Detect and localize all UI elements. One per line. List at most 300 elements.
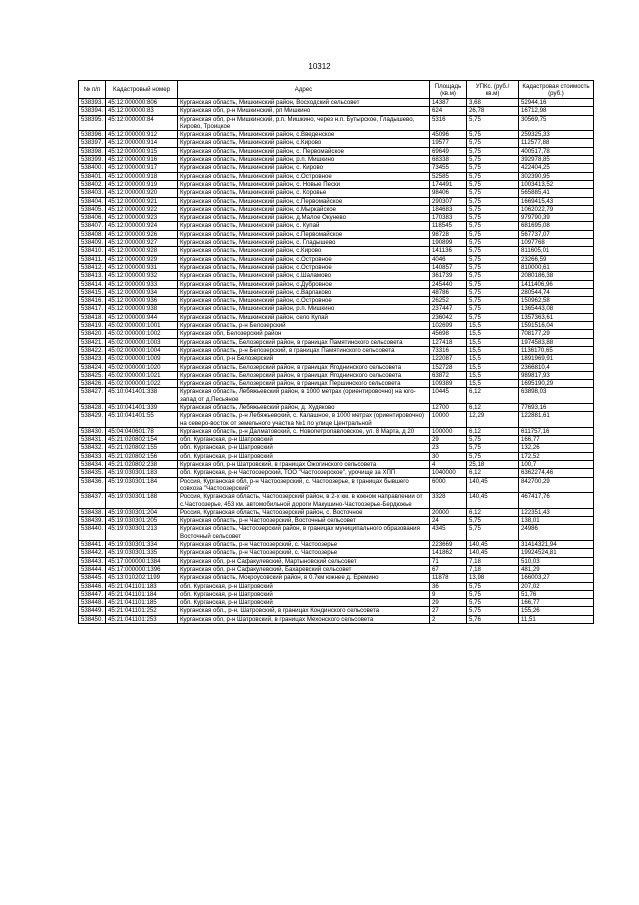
row-number-cell: 538425. xyxy=(79,371,106,379)
table-body xyxy=(79,99,594,624)
cadastral-number-cell: 45:10:041401:339 xyxy=(106,403,178,411)
row-number-cell: 538447. xyxy=(79,590,106,598)
row-number-cell: 538432. xyxy=(79,444,106,452)
area-cell: 100000 xyxy=(430,427,467,435)
cadastral-number-cell: 45:21:041101:185 xyxy=(106,599,178,607)
address-cell: Курганская область, Мишкинский район, с.Первомайское xyxy=(178,230,430,238)
cadastral-number-cell: 45:12:000000:921 xyxy=(106,197,178,205)
cadastral-cost-cell: 6362274,46 xyxy=(519,469,594,477)
upks-cell: 5,75 xyxy=(467,444,519,452)
upks-cell: 5,75 xyxy=(467,288,519,296)
table-row xyxy=(79,380,594,388)
upks-cell: 5,75 xyxy=(467,147,519,155)
cadastral-number-cell: 45:19:030301:213 xyxy=(106,525,178,541)
cadastral-number-cell: 45:04:040601:78 xyxy=(106,427,178,435)
row-number-cell: 538415. xyxy=(79,288,106,296)
cadastral-number-cell: 45:12:000000:944 xyxy=(106,313,178,321)
cadastral-number-cell: 45:17:000000:1384 xyxy=(106,557,178,565)
cadastral-number-cell: 45:12:000000:934 xyxy=(106,288,178,296)
cadastral-number-cell: 45:19:030301:335 xyxy=(106,549,178,557)
address-cell: Курганская область, Лебяжьевский район, в 1000 метрах (ориентировочно) на юго-запад от д.Песьяное xyxy=(178,388,430,404)
cadastral-number-cell: 45:12:000000:927 xyxy=(106,239,178,247)
address-cell: Курганская область, Лебяжьевский район, д. Худяково xyxy=(178,403,430,411)
cadastral-number-cell: 45:19:030301:184 xyxy=(106,477,178,493)
cadastral-cost-cell: 2366810,4 xyxy=(519,363,594,371)
cadastral-number-cell: 45:12:000000:926 xyxy=(106,230,178,238)
address-cell: Курганская область, р-н Частоозерский, с. Частоозерье xyxy=(178,549,430,557)
page-number: 10312 xyxy=(308,62,331,71)
cadastral-number-cell: 45:12:000000:84 xyxy=(106,115,178,131)
area-cell: 73316 xyxy=(430,346,467,354)
cadastral-cost-cell: 510,03 xyxy=(519,557,594,565)
table-row xyxy=(79,147,594,155)
cadastral-number-cell: 45:12:000000:916 xyxy=(106,156,178,164)
row-number-cell: 538395. xyxy=(79,115,106,131)
cadastral-number-cell: 45:21:041101:252 xyxy=(106,607,178,615)
address-cell: Курганская обл, р-н Шатровский, в границах Ожогинского сельсовета xyxy=(178,461,430,469)
table-row xyxy=(79,565,594,573)
cadastral-cost-cell: 979790,39 xyxy=(519,214,594,222)
area-cell: 170383 xyxy=(430,214,467,222)
row-number-cell: 538423. xyxy=(79,355,106,363)
area-cell: 290307 xyxy=(430,197,467,205)
upks-cell: 6,12 xyxy=(467,508,519,516)
upks-cell: 5,75 xyxy=(467,436,519,444)
upks-cell: 140,45 xyxy=(467,541,519,549)
upks-cell: 5,75 xyxy=(467,280,519,288)
table-row xyxy=(79,172,594,180)
area-cell: 29 xyxy=(430,599,467,607)
table-row xyxy=(79,288,594,296)
upks-cell: 5,75 xyxy=(467,222,519,230)
cadastral-cost-cell: 989817,93 xyxy=(519,371,594,379)
table-row xyxy=(79,388,594,404)
area-cell: 30 xyxy=(430,452,467,460)
row-number-cell: 538401. xyxy=(79,172,106,180)
address-cell: обл. Курганская, р-н Частоозерский, ТОО "Частоозерское", урочище за ХПП xyxy=(178,469,430,477)
table-row xyxy=(79,525,594,541)
address-cell: Курганская область, Белозерский район, в границах Першинского сельсовета xyxy=(178,380,430,388)
upks-cell: 7,18 xyxy=(467,557,519,565)
cadastral-number-cell: 45:02:000000:1001 xyxy=(106,322,178,330)
upks-cell: 15,5 xyxy=(467,380,519,388)
cadastral-cost-cell: 467417,76 xyxy=(519,493,594,509)
cadastral-cost-cell: 122881,61 xyxy=(519,412,594,428)
cadastral-number-cell: 45:12:000000:919 xyxy=(106,180,178,188)
cadastral-cost-cell: 1062022,79 xyxy=(519,205,594,213)
address-cell: Курганская область, Мишкинский район, с. Кирово xyxy=(178,164,430,172)
cadastral-cost-cell: 1669415,43 xyxy=(519,197,594,205)
cadastral-cost-cell: 1974583,88 xyxy=(519,338,594,346)
row-number-cell: 538420. xyxy=(79,330,106,338)
cadastral-number-cell: 45:19:030301:334 xyxy=(106,541,178,549)
table-row xyxy=(79,164,594,172)
area-cell: 10445 xyxy=(430,388,467,404)
address-cell: Курганская область, Мишкинский район, с.Островное xyxy=(178,297,430,305)
cadastral-cost-cell: 1365443,08 xyxy=(519,305,594,313)
table-row xyxy=(79,131,594,139)
cadastral-number-cell: 45:21:020802:156 xyxy=(106,452,178,460)
cadastral-number-cell: 45:12:000000:806 xyxy=(106,99,178,107)
row-number-cell: 538406. xyxy=(79,214,106,222)
table-row xyxy=(79,214,594,222)
cadastral-cost-cell: 392978,85 xyxy=(519,156,594,164)
address-cell: Курганская область, Мишкинский район, с.Шаламово xyxy=(178,272,430,280)
row-number-cell: 538435. xyxy=(79,469,106,477)
upks-cell: 12,29 xyxy=(467,412,519,428)
row-number-cell: 538421. xyxy=(79,338,106,346)
header-cadastral-cost: Кадастровая стоимость (руб.) xyxy=(519,81,594,99)
area-cell: 174491 xyxy=(430,180,467,188)
cadastral-cost-cell: 567737,07 xyxy=(519,230,594,238)
cadastral-number-cell: 45:02:000000:1022 xyxy=(106,380,178,388)
row-number-cell: 538444. xyxy=(79,565,106,573)
area-cell: 23 xyxy=(430,444,467,452)
address-cell: Курганская обл, р-н Сафакулевский, Мартыновский сельсовет xyxy=(178,557,430,565)
address-cell: Курганская обл, р-н Мишкинский, рп Мишкино xyxy=(178,107,430,115)
row-number-cell: 538417. xyxy=(79,305,106,313)
upks-cell: 5,75 xyxy=(467,517,519,525)
row-number-cell: 538413. xyxy=(79,272,106,280)
upks-cell: 5,75 xyxy=(467,115,519,131)
cadastral-cost-cell: 481,29 xyxy=(519,565,594,573)
upks-cell: 5,75 xyxy=(467,230,519,238)
area-cell: 223669 xyxy=(430,541,467,549)
header-area: Площадь (кв.м) xyxy=(430,81,467,99)
area-cell: 152728 xyxy=(430,363,467,371)
cadastral-cost-cell: 155,26 xyxy=(519,607,594,615)
upks-cell: 6,12 xyxy=(467,469,519,477)
row-number-cell: 538419. xyxy=(79,322,106,330)
table-row xyxy=(79,230,594,238)
cadastral-number-cell: 45:21:020802:155 xyxy=(106,444,178,452)
cadastral-cost-cell: 31414321,94 xyxy=(519,541,594,549)
row-number-cell: 538429. xyxy=(79,412,106,428)
row-number-cell: 538398. xyxy=(79,147,106,155)
cadastral-number-cell: 45:02:000000:1003 xyxy=(106,338,178,346)
cadastral-number-cell: 45:13:010202:1199 xyxy=(106,574,178,582)
cadastral-number-cell: 45:12:000000:918 xyxy=(106,172,178,180)
row-number-cell: 538394. xyxy=(79,107,106,115)
row-number-cell: 538450. xyxy=(79,615,106,623)
address-cell: Курганская область, Мишкинский район, с.Островное xyxy=(178,172,430,180)
cadastral-cost-cell: 23266,59 xyxy=(519,255,594,263)
table-row xyxy=(79,197,594,205)
row-number-cell: 538442. xyxy=(79,549,106,557)
row-number-cell: 538438. xyxy=(79,508,106,516)
upks-cell: 3,68 xyxy=(467,99,519,107)
upks-cell: 5,75 xyxy=(467,607,519,615)
upks-cell: 5,75 xyxy=(467,239,519,247)
table-row xyxy=(79,557,594,565)
area-cell: 24 xyxy=(430,517,467,525)
address-cell: Курганская область, Мишкинский район, с.Мыркайское xyxy=(178,205,430,213)
cadastral-number-cell: 45:12:000000:924 xyxy=(106,222,178,230)
area-cell: 127418 xyxy=(430,338,467,346)
area-cell: 190899 xyxy=(430,239,467,247)
area-cell: 27 xyxy=(430,607,467,615)
cadastral-number-cell: 45:12:000000:936 xyxy=(106,297,178,305)
header-address: Адрес xyxy=(178,81,430,99)
area-cell: 118545 xyxy=(430,222,467,230)
address-cell: Курганская область, Частоозерский район, в границах муниципального образования Восточный сельсовет xyxy=(178,525,430,541)
upks-cell: 15,5 xyxy=(467,355,519,363)
table-row xyxy=(79,313,594,321)
row-number-cell: 538445. xyxy=(79,574,106,582)
area-cell: 52585 xyxy=(430,172,467,180)
address-cell: Курганская область, Мишкинский район, с. Коровье xyxy=(178,189,430,197)
row-number-cell: 538407. xyxy=(79,222,106,230)
address-cell: обл. Курганская, р-н Шатровский xyxy=(178,452,430,460)
area-cell: 4046 xyxy=(430,255,467,263)
address-cell: Курганская область, р-н Лебяжьевский, с. Калашное, в 1000 метрах (ориентировочно) на северо-восток от земельного участка №1 по улице Центральной xyxy=(178,412,430,428)
table-row xyxy=(79,247,594,255)
cadastral-number-cell: 45:19:030301:205 xyxy=(106,517,178,525)
cadastral-cost-cell: 1136170,65 xyxy=(519,346,594,354)
row-number-cell: 538397. xyxy=(79,139,106,147)
address-cell: обл. Курганская, р-н Шатровский xyxy=(178,599,430,607)
cadastral-cost-cell: 166003,27 xyxy=(519,574,594,582)
header-num: № п/п xyxy=(79,81,106,99)
table-row xyxy=(79,297,594,305)
cadastral-number-cell: 45:12:000000:917 xyxy=(106,164,178,172)
area-cell: 361739 xyxy=(430,272,467,280)
cadastral-cost-cell: 1891969,91 xyxy=(519,355,594,363)
address-cell: Курганская область, Мишкинский район, с.Дубровное xyxy=(178,280,430,288)
row-number-cell: 538436. xyxy=(79,477,106,493)
table-row xyxy=(79,574,594,582)
area-cell: 29 xyxy=(430,436,467,444)
header-upks: УПКс. (руб./кв.м) xyxy=(467,81,519,99)
area-cell: 36 xyxy=(430,582,467,590)
address-cell: Курганская область, Мишкинский район, д.Малое Окунево xyxy=(178,214,430,222)
upks-cell: 140,45 xyxy=(467,493,519,509)
cadastral-cost-cell: 681695,08 xyxy=(519,222,594,230)
cadastral-cost-cell: 30569,75 xyxy=(519,115,594,131)
upks-cell: 5,75 xyxy=(467,452,519,460)
row-number-cell: 538440. xyxy=(79,525,106,541)
address-cell: Курганская область, Мишкинский район, с.Островное xyxy=(178,255,430,263)
row-number-cell: 538427. xyxy=(79,388,106,404)
area-cell: 141136 xyxy=(430,247,467,255)
row-number-cell: 538434. xyxy=(79,461,106,469)
table-row xyxy=(79,363,594,371)
address-cell: Курганская область, Мишкинский район, р.п. Мишкино xyxy=(178,305,430,313)
cadastral-cost-cell: 1003413,52 xyxy=(519,180,594,188)
area-cell: 236042 xyxy=(430,313,467,321)
cadastral-cost-cell: 422404,25 xyxy=(519,164,594,172)
row-number-cell: 538414. xyxy=(79,280,106,288)
cadastral-number-cell: 45:17:000000:1396 xyxy=(106,565,178,573)
cadastral-number-cell: 45:12:000000:912 xyxy=(106,131,178,139)
table-row xyxy=(79,139,594,147)
area-cell: 184683 xyxy=(430,205,467,213)
area-cell: 20000 xyxy=(430,508,467,516)
area-cell: 102699 xyxy=(430,322,467,330)
upks-cell: 5,75 xyxy=(467,247,519,255)
upks-cell: 5,75 xyxy=(467,180,519,188)
table-row xyxy=(79,517,594,525)
upks-cell: 6,12 xyxy=(467,427,519,435)
table-row xyxy=(79,99,594,107)
cadastral-number-cell: 45:21:041101:184 xyxy=(106,590,178,598)
row-number-cell: 538424. xyxy=(79,363,106,371)
area-cell: 6000 xyxy=(430,477,467,493)
table-row xyxy=(79,371,594,379)
upks-cell: 5,75 xyxy=(467,297,519,305)
upks-cell: 5,75 xyxy=(467,139,519,147)
cadastral-cost-cell: 810000,61 xyxy=(519,263,594,271)
cadastral-number-cell: 45:02:000000:1002 xyxy=(106,330,178,338)
upks-cell: 13,98 xyxy=(467,574,519,582)
row-number-cell: 538404. xyxy=(79,197,106,205)
address-cell: Курганская область, р-н Частоозерский, с. Частоозерье xyxy=(178,541,430,549)
cadastral-cost-cell: 565885,41 xyxy=(519,189,594,197)
cadastral-number-cell: 45:02:000000:1004 xyxy=(106,346,178,354)
upks-cell: 5,75 xyxy=(467,590,519,598)
table-row xyxy=(79,427,594,435)
area-cell: 26252 xyxy=(430,297,467,305)
row-number-cell: 538400. xyxy=(79,164,106,172)
table-row xyxy=(79,189,594,197)
area-cell: 237447 xyxy=(430,305,467,313)
upks-cell: 6,12 xyxy=(467,388,519,404)
cadastral-number-cell: 45:02:000000:1009 xyxy=(106,355,178,363)
address-cell: Курганская область, Мишкинский район, с.Варлаково xyxy=(178,288,430,296)
cadastral-number-cell: 45:02:000000:1020 xyxy=(106,363,178,371)
cadastral-cost-cell: 400517,78 xyxy=(519,147,594,155)
upks-cell: 5,75 xyxy=(467,131,519,139)
upks-cell: 25,18 xyxy=(467,461,519,469)
header-cadastral-number: Кадастровый номер xyxy=(106,81,178,99)
address-cell: Россия, Курганская обл, р-н Частоозерский, с. Частоозерье, в границах бывшего совхоза "Частоозерский" xyxy=(178,477,430,493)
cadastral-number-cell: 45:21:041101:183 xyxy=(106,582,178,590)
row-number-cell: 538426. xyxy=(79,380,106,388)
upks-cell: 5,76 xyxy=(467,615,519,623)
table-row xyxy=(79,180,594,188)
table-row xyxy=(79,338,594,346)
upks-cell: 5,75 xyxy=(467,214,519,222)
cadastral-cost-cell: 259325,33 xyxy=(519,131,594,139)
cadastral-cost-cell: 1591516,04 xyxy=(519,322,594,330)
cadastral-number-cell: 45:19:030301:183 xyxy=(106,469,178,477)
area-cell: 69649 xyxy=(430,147,467,155)
cadastral-number-cell: 45:12:000000:83 xyxy=(106,107,178,115)
cadastral-cost-cell: 811605,01 xyxy=(519,247,594,255)
row-number-cell: 538405. xyxy=(79,205,106,213)
row-number-cell: 538437. xyxy=(79,493,106,509)
area-cell: 98728 xyxy=(430,230,467,238)
area-cell: 122087 xyxy=(430,355,467,363)
address-cell: Курганская область, р-н Белозерский, в границах Памятинского сельсовета xyxy=(178,346,430,354)
address-cell: обл. Курганская, р-н Шатровский xyxy=(178,436,430,444)
table-row xyxy=(79,322,594,330)
area-cell: 140857 xyxy=(430,263,467,271)
row-number-cell: 538403. xyxy=(79,189,106,197)
cadastral-number-cell: 45:12:000000:914 xyxy=(106,139,178,147)
address-cell: Курганская обл, р-н Мишкинский, р.п. Мишкино, через н.п. Бутырское, Гладышево, Кирово, Троицкое xyxy=(178,115,430,131)
cadastral-cost-cell: 1097768 xyxy=(519,239,594,247)
cadastral-cost-cell: 77693,16 xyxy=(519,403,594,411)
cadastral-cost-cell: 1695190,29 xyxy=(519,380,594,388)
address-cell: Курганская область, р-н Частоозерский, Восточный сельсовет xyxy=(178,517,430,525)
address-cell: Курганская область, Мишкинский район, р.п. Мишкино xyxy=(178,156,430,164)
address-cell: обл. Курганская, р-н Шатровский xyxy=(178,590,430,598)
cadastral-number-cell: 45:10:041401:55 xyxy=(106,412,178,428)
upks-cell: 5,75 xyxy=(467,263,519,271)
cadastral-cost-cell: 100,7 xyxy=(519,461,594,469)
cadastral-number-cell: 45:19:030301:188 xyxy=(106,493,178,509)
cadastral-cost-cell: 280544,74 xyxy=(519,288,594,296)
area-cell: 3328 xyxy=(430,493,467,509)
upks-cell: 5,75 xyxy=(467,255,519,263)
area-cell: 12700 xyxy=(430,403,467,411)
row-number-cell: 538402. xyxy=(79,180,106,188)
row-number-cell: 538441. xyxy=(79,541,106,549)
row-number-cell: 538430. xyxy=(79,427,106,435)
cadastral-number-cell: 45:12:000000:923 xyxy=(106,214,178,222)
area-cell: 109389 xyxy=(430,380,467,388)
address-cell: Курганская область, Белозерский район, в границах Ягоднинского сельсовета xyxy=(178,363,430,371)
table-row xyxy=(79,239,594,247)
address-cell: Курганская обл, р-н Шатровский, в границах Мехонского сельсовета xyxy=(178,615,430,623)
table-row xyxy=(79,477,594,493)
upks-cell: 15,5 xyxy=(467,371,519,379)
area-cell: 19577 xyxy=(430,139,467,147)
table-row xyxy=(79,444,594,452)
upks-cell: 5,75 xyxy=(467,197,519,205)
area-cell: 4345 xyxy=(430,525,467,541)
table-row xyxy=(79,461,594,469)
address-cell: Курганская область, Мишкинский район, с. Новые Пески xyxy=(178,180,430,188)
table-row xyxy=(79,615,594,623)
row-number-cell: 538446. xyxy=(79,582,106,590)
cadastral-cost-cell: 2080186,38 xyxy=(519,272,594,280)
cadastral-number-cell: 45:12:000000:929 xyxy=(106,255,178,263)
cadastral-number-cell: 45:12:000000:922 xyxy=(106,205,178,213)
upks-cell: 15,5 xyxy=(467,322,519,330)
address-cell: Курганская область, р-н Далматовский, с. Новопетропавловское, ул. 8 Марта, д 20 xyxy=(178,427,430,435)
table-row xyxy=(79,607,594,615)
cadastral-cost-cell: 24986 xyxy=(519,525,594,541)
cadastral-cost-cell: 611757,16 xyxy=(519,427,594,435)
upks-cell: 5,75 xyxy=(467,313,519,321)
address-cell: Курганская область, Мишкинский район, с.Кирово xyxy=(178,247,430,255)
cadastral-cost-cell: 51,76 xyxy=(519,590,594,598)
cadastral-number-cell: 45:12:000000:915 xyxy=(106,147,178,155)
cadastral-number-cell: 45:10:041401:338 xyxy=(106,388,178,404)
cadastral-number-cell: 45:12:000000:931 xyxy=(106,263,178,271)
table-row xyxy=(79,115,594,131)
table-row xyxy=(79,305,594,313)
table-row xyxy=(79,590,594,598)
address-cell: Курганская область, Мишкинский район, Восходский сельсовет xyxy=(178,99,430,107)
address-cell: Курганская область, Мишкинский район, с.Первомайское xyxy=(178,197,430,205)
address-cell: Курганская область, Мишкинский район, с. Первомайское xyxy=(178,147,430,155)
table-row xyxy=(79,452,594,460)
table-row xyxy=(79,222,594,230)
row-number-cell: 538411. xyxy=(79,255,106,263)
row-number-cell: 538449. xyxy=(79,607,106,615)
area-cell: 73455 xyxy=(430,164,467,172)
row-number-cell: 538396. xyxy=(79,131,106,139)
area-cell: 10000 xyxy=(430,412,467,428)
upks-cell: 5,75 xyxy=(467,172,519,180)
cadastral-cost-cell: 112577,88 xyxy=(519,139,594,147)
address-cell: Курганская область, Белозерский район, в границах Ягоднинского сельсовета xyxy=(178,371,430,379)
area-cell: 45698 xyxy=(430,330,467,338)
row-number-cell: 538431. xyxy=(79,436,106,444)
